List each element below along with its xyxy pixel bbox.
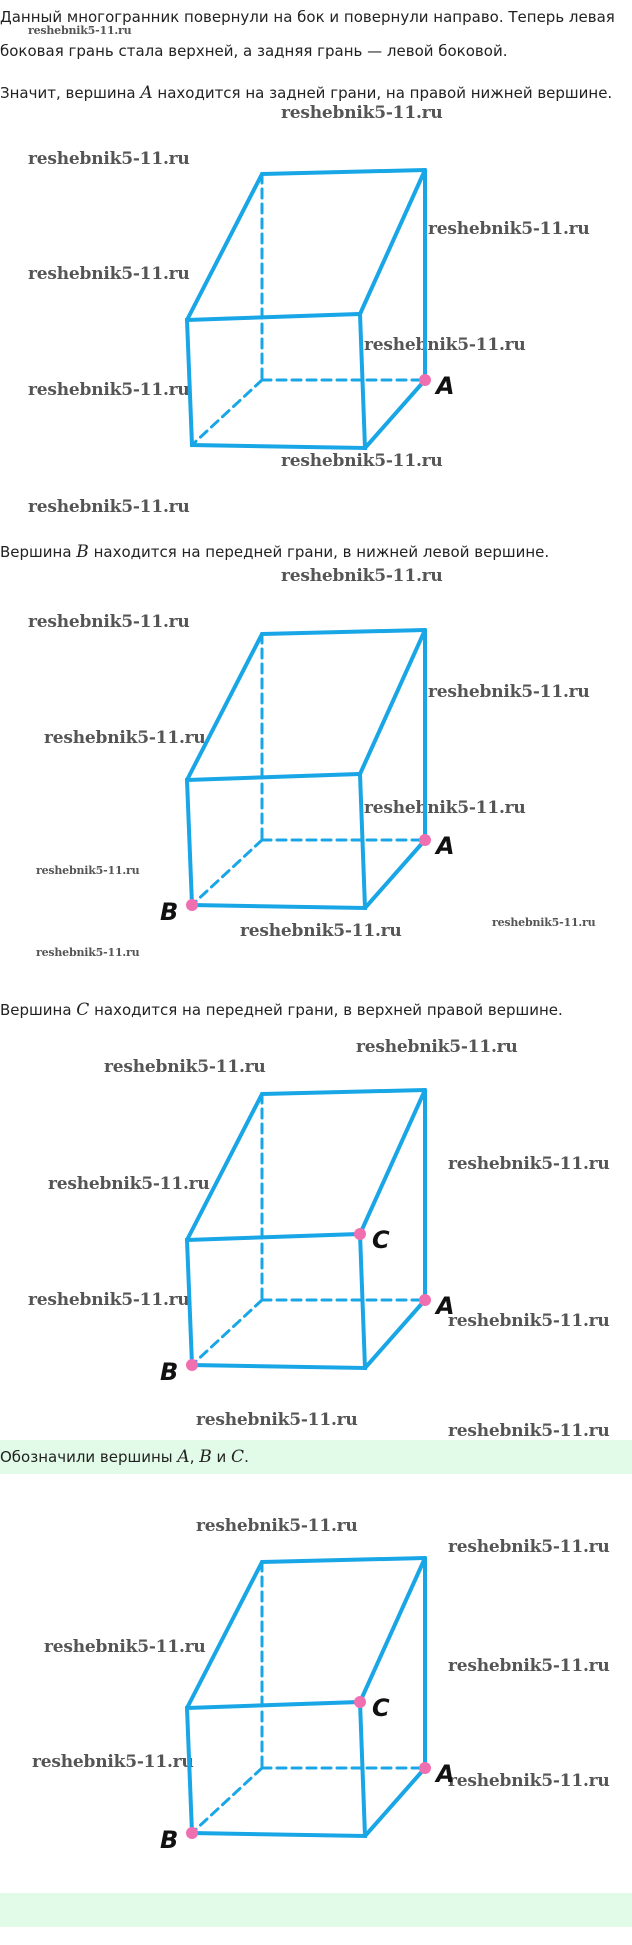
watermark: reshebnik5-11.ru xyxy=(28,149,190,169)
watermark: reshebnik5-11.ru xyxy=(28,264,190,284)
edge xyxy=(360,1558,425,1702)
paragraph-vertex-b xyxy=(0,537,632,567)
vertex-a-label: A xyxy=(436,372,455,400)
hidden-edge xyxy=(192,840,262,905)
vertex-c-label: C xyxy=(372,1694,390,1722)
watermark: reshebnik5-11.ru xyxy=(36,946,140,959)
watermark: reshebnik5-11.ru xyxy=(281,566,443,586)
paragraph-text: Обозначили вершины xyxy=(0,1448,178,1466)
watermark: reshebnik5-11.ru xyxy=(28,380,190,400)
vertex-b-point xyxy=(186,899,198,911)
variable-b: B xyxy=(199,1447,212,1467)
watermark: reshebnik5-11.ru xyxy=(281,103,443,123)
edge xyxy=(262,630,425,634)
paragraph-text: и xyxy=(211,1448,232,1466)
edge xyxy=(360,630,425,774)
watermark: reshebnik5-11.ru xyxy=(28,24,132,37)
vertex-a-point xyxy=(419,374,431,386)
watermark: reshebnik5-11.ru xyxy=(32,1752,194,1772)
watermark: reshebnik5-11.ru xyxy=(28,497,190,517)
watermark: reshebnik5-11.ru xyxy=(240,921,402,941)
edge xyxy=(187,634,262,780)
edge xyxy=(360,1090,425,1234)
watermark: reshebnik5-11.ru xyxy=(36,864,140,877)
vertex-c-point xyxy=(354,1696,366,1708)
watermark: reshebnik5-11.ru xyxy=(448,1656,610,1676)
hidden-edge xyxy=(192,1768,262,1833)
watermark: reshebnik5-11.ru xyxy=(28,612,190,632)
variable-a: A xyxy=(140,83,153,103)
paragraph-text: Вершина xyxy=(0,1001,77,1019)
watermark: reshebnik5-11.ru xyxy=(448,1771,610,1791)
vertex-a-point xyxy=(419,1294,431,1306)
prism-figure-3 xyxy=(0,1050,632,1386)
paragraph-text: . xyxy=(244,1448,249,1466)
paragraph-text: Вершина xyxy=(0,543,77,561)
vertex-a-point xyxy=(419,834,431,846)
watermark: reshebnik5-11.ru xyxy=(448,1537,610,1557)
paragraph-text: находится на передней грани, в нижней левой вершине. xyxy=(88,543,550,561)
watermark: reshebnik5-11.ru xyxy=(196,1410,358,1430)
highlight-band-bottom xyxy=(0,1893,632,1927)
edge xyxy=(365,1300,425,1368)
edge xyxy=(262,1090,425,1094)
vertex-a-point xyxy=(419,1762,431,1774)
watermark: reshebnik5-11.ru xyxy=(356,1037,518,1057)
variable-a: A xyxy=(177,1447,190,1467)
watermark: reshebnik5-11.ru xyxy=(44,1637,206,1657)
variable-b: B xyxy=(76,542,89,562)
watermark: reshebnik5-11.ru xyxy=(428,219,590,239)
vertex-b-label: B xyxy=(160,1826,179,1854)
paragraph-text: находится на задней грани, на правой нижней вершине. xyxy=(152,84,613,102)
watermark: reshebnik5-11.ru xyxy=(448,1421,610,1441)
paragraph-text: находится на передней грани, в верхней правой вершине. xyxy=(89,1001,563,1019)
watermark: reshebnik5-11.ru xyxy=(281,451,443,471)
vertex-a-label: A xyxy=(436,1292,455,1320)
paragraph-vertex-c xyxy=(0,995,632,1025)
prism-figure-1 xyxy=(0,130,632,460)
intro-line-1: Данный многогранник повернули на бок и повернули направо. Теперь левая xyxy=(0,8,615,26)
watermark: reshebnik5-11.ru xyxy=(44,728,206,748)
edge xyxy=(365,1768,425,1836)
edge xyxy=(360,170,425,314)
watermark: reshebnik5-11.ru xyxy=(48,1174,210,1194)
watermark: reshebnik5-11.ru xyxy=(104,1057,266,1077)
edge xyxy=(187,1562,262,1708)
watermark: reshebnik5-11.ru xyxy=(492,916,596,929)
watermark: reshebnik5-11.ru xyxy=(448,1311,610,1331)
vertex-a-label: A xyxy=(436,1760,455,1788)
prism-figure-4 xyxy=(0,1518,632,1854)
edge xyxy=(365,380,425,448)
vertex-a-label: A xyxy=(436,832,455,860)
vertex-b-point xyxy=(186,1359,198,1371)
watermark: reshebnik5-11.ru xyxy=(364,798,526,818)
edge xyxy=(187,1094,262,1240)
intro-line-2: боковая грань стала верхней, а задняя грань — левой боковой. xyxy=(0,42,508,60)
edge xyxy=(262,1558,425,1562)
watermark: reshebnik5-11.ru xyxy=(428,682,590,702)
edge xyxy=(262,170,425,174)
vertex-c-point xyxy=(354,1228,366,1240)
watermark: reshebnik5-11.ru xyxy=(448,1154,610,1174)
vertex-c-label: C xyxy=(372,1226,390,1254)
variable-c: C xyxy=(231,1447,245,1467)
vertex-b-point xyxy=(186,1827,198,1839)
paragraph-text: Значит, вершина xyxy=(0,84,141,102)
vertex-b-label: B xyxy=(160,1358,179,1386)
hidden-edge xyxy=(192,380,262,445)
paragraph-vertices-marked xyxy=(0,1442,632,1472)
variable-c: C xyxy=(76,1000,90,1020)
edge xyxy=(187,174,262,320)
watermark: reshebnik5-11.ru xyxy=(28,1290,190,1310)
edge xyxy=(365,840,425,908)
hidden-edge xyxy=(192,1300,262,1365)
watermark: reshebnik5-11.ru xyxy=(196,1516,358,1536)
paragraph-text: , xyxy=(189,1448,200,1466)
vertex-b-label: B xyxy=(160,898,179,926)
watermark: reshebnik5-11.ru xyxy=(364,335,526,355)
